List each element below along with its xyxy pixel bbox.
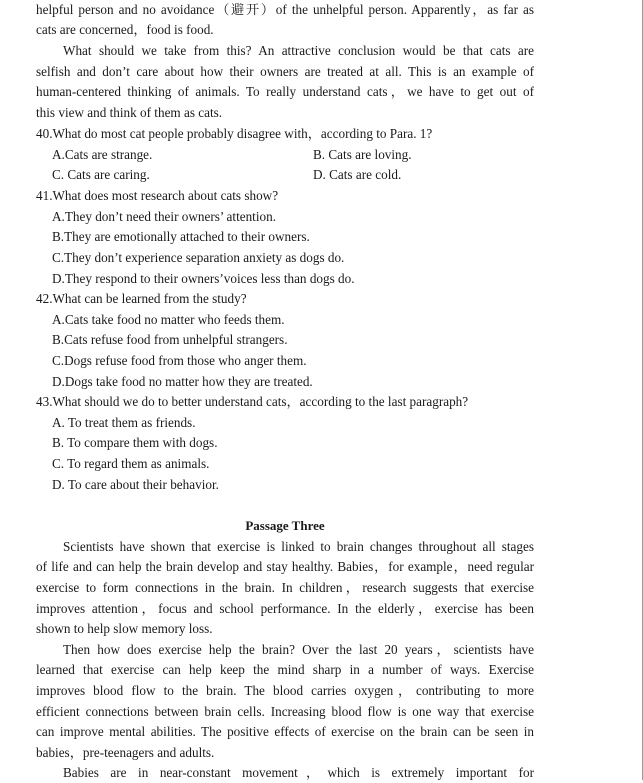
option-b: B. Cats are loving. — [313, 147, 412, 162]
passage-line: of life and can help the brain develop and stay healthy. Babies，for example，need regular — [36, 559, 534, 574]
passage-line: improves blood flow to the brain. The blood carries oxygen，contributing to more — [36, 683, 534, 698]
passage-line: learned that exercise can help keep the mind sharp in a number of ways. Exercise — [36, 662, 534, 677]
option-d: D.They respond to their owners’voices less than dogs do. — [52, 271, 355, 286]
passage-line: efficient connections between brain cells. Increasing blood flow is one way that exercise — [36, 704, 534, 719]
passage-line: cats are concerned，food is food. — [36, 22, 214, 37]
option-b: B.Cats refuse food from unhelpful strangers. — [52, 332, 288, 347]
question-stem: 42.What can be learned from the study? — [36, 291, 247, 306]
option-c: C. To regard them as animals. — [52, 456, 210, 471]
option-c: C.Dogs refuse food from those who anger them. — [52, 353, 307, 368]
passage-title: Passage Three — [245, 518, 325, 533]
passage-line: improves attention，focus and school performance. In the elderly，exercise has been — [36, 601, 534, 616]
option-c: C. Cats are caring. — [52, 167, 150, 182]
passage-line: Babies are in near-constant movement，which is extremely important for — [63, 765, 534, 780]
question-stem: 43.What should we do to better understand cats，according to the last paragraph? — [36, 394, 469, 409]
passage-line: Then how does exercise help the brain? Over the last 20 years，scientists have — [63, 642, 534, 657]
option-c: C.They don’t experience separation anxiety as dogs do. — [52, 250, 345, 265]
passage-line: can improve mental abilities. The positive effects of exercise on the brain can be seen in — [36, 724, 534, 739]
option-d: D. Cats are cold. — [313, 167, 402, 182]
passage-line: babies，pre-teenagers and adults. — [36, 745, 215, 760]
option-a: A.They don’t need their owners’ attention. — [52, 209, 276, 224]
passage-line: shown to help slow memory loss. — [36, 621, 213, 636]
option-a: A.Cats take food no matter who feeds them. — [52, 312, 285, 327]
passage-line: this view and think of them as cats. — [36, 105, 223, 120]
option-a: A.Cats are strange. — [52, 147, 153, 162]
passage-line: helpful person and no avoidance（避开）of the unhelpful person. Apparently，as far as — [36, 2, 534, 17]
option-a: A. To treat them as friends. — [52, 415, 196, 430]
option-b: B. To compare them with dogs. — [52, 435, 218, 450]
question-stem: 41.What does most research about cats show? — [36, 188, 279, 203]
passage-line: What should we take from this? An attractive conclusion would be that cats are — [63, 43, 534, 58]
question-stem: 40.What do most cat people probably disagree with，according to Para. 1? — [36, 126, 433, 141]
passage-line: Scientists have shown that exercise is linked to brain changes throughout all stages — [63, 539, 534, 554]
passage-line: exercise to form connections in the brain. In children，research suggests that exercise — [36, 580, 534, 595]
option-b: B.They are emotionally attached to their owners. — [52, 229, 310, 244]
passage-line: human-centered thinking of animals. To really understand cats，we have to get out of — [36, 84, 534, 99]
passage-line: selfish and don’t care about how their owners are treated at all. This is an example of — [36, 64, 534, 79]
option-d: D.Dogs take food no matter how they are treated. — [52, 374, 313, 389]
option-d: D. To care about their behavior. — [52, 477, 219, 492]
